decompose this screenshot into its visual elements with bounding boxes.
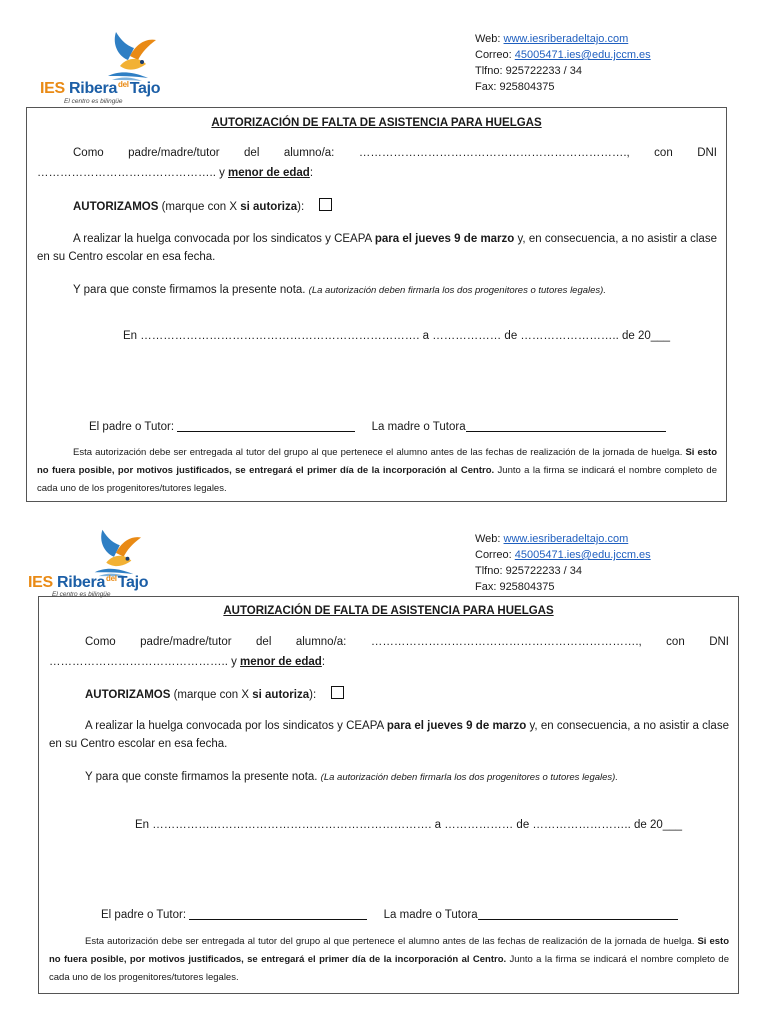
minor-label: menor de edad [240, 656, 322, 668]
fax-number: Fax: 925804375 [475, 81, 555, 93]
contact-info: Web: www.iesriberadeltajo.com Correo: 45005471.ies@edu.jccm.es Tlfno: 925722233 / 34 Fax: 925804375 [475, 533, 651, 593]
footer-note: Esta autorización debe ser entregada al tutor del grupo al que pertenece el alumno antes de las fechas de realización de la jornada de huelga. Si esto no fuera posible, por motivos justificados, se entregará el primer día de la incorporación al Centro. Junto a la firma se indicará el nombre completo de cada uno de los progenitores/tutores legales. [49, 936, 730, 983]
father-signature-field[interactable] [189, 919, 367, 920]
dni-line: ……………………………………….. y menor de edad: [37, 167, 314, 179]
signature-paragraph: Y para que conste firmamos la presente nota. (La autorización deben firmarla los dos progenitores o tutores legales). [73, 284, 606, 296]
logo-wordmark: IES Ribera$^{del}$Tajo [28, 574, 149, 591]
form-title: AUTORIZACIÓN DE FALTA DE ASISTENCIA PARA HUELGAS [223, 605, 554, 617]
place-date-line: En ………………………………………………………………. a ……………… de …………………….. de 20___ [135, 819, 682, 831]
guardian-line: Como padre/madre/tutor del alumno/a: ……………………………………………………………., con DNI [73, 147, 717, 159]
phone-number: Tlfno: 925722233 / 34 [475, 65, 583, 77]
email-link[interactable]: 45005471.ies@edu.jccm.es [514, 49, 651, 61]
logo-tagline: El centro es bilingüe [64, 98, 123, 105]
strike-paragraph: A realizar la huelga convocada por los sindicatos y CEAPA para el jueves 9 de marzo y, en consecuencia, a no asistir a clase en su Centro escolar en esa fecha. [37, 233, 717, 263]
logo-tagline: El centro es bilingüe [52, 591, 111, 598]
authorize-line: AUTORIZAMOS (marque con X si autoriza): [85, 686, 344, 704]
guardian-line: Como padre/madre/tutor del alumno/a: ……………………………………………………………., con DNI [85, 636, 729, 648]
email-link[interactable]: 45005471.ies@edu.jccm.es [514, 549, 651, 561]
authorize-line: AUTORIZAMOS (marque con X si autoriza): [73, 198, 332, 216]
footer-note: Esta autorización debe ser entregada al tutor del grupo al que pertenece el alumno antes de las fechas de realización de la jornada de huelga. Si esto no fuera posible, por motivos justificados, se entregará el primer día de la incorporación al Centro. Junto a la firma se indicará el nombre completo de cada uno de los progenitores/tutores legales. [37, 447, 718, 494]
bird-logo-icon [84, 524, 144, 578]
website-link[interactable]: www.iesriberadeltajo.com [503, 533, 629, 545]
school-logo [28, 524, 158, 598]
authorize-checkbox[interactable] [331, 686, 344, 699]
strike-paragraph: A realizar la huelga convocada por los sindicatos y CEAPA para el jueves 9 de marzo y, en consecuencia, a no asistir a clase en su Centro escolar en esa fecha. [49, 720, 729, 750]
form-box [38, 596, 739, 994]
mother-signature-field[interactable] [478, 919, 678, 920]
signature-paragraph: Y para que conste firmamos la presente nota. (La autorización deben firmarla los dos progenitores o tutores legales). [85, 771, 618, 783]
dni-line: ……………………………………….. y menor de edad: [49, 656, 326, 668]
phone-number: Tlfno: 925722233 / 34 [475, 565, 583, 577]
minor-label: menor de edad [228, 167, 310, 179]
place-date-line: En ………………………………………………………………. a ……………… de …………………….. de 20___ [123, 330, 670, 342]
website-link[interactable]: www.iesriberadeltajo.com [503, 33, 629, 45]
form-title: AUTORIZACIÓN DE FALTA DE ASISTENCIA PARA HUELGAS [211, 117, 542, 129]
logo-wordmark: IES Ribera$^{del}$Tajo [40, 80, 161, 97]
signatures-line: El padre o Tutor: La madre o Tutora [89, 418, 666, 436]
contact-info: Web: www.iesriberadeltajo.com Correo: 45005471.ies@edu.jccm.es Tlfno: 925722233 / 34 Fax: 925804375 [475, 33, 651, 93]
signatures-line: El padre o Tutor: La madre o Tutora [101, 906, 678, 924]
fax-number: Fax: 925804375 [475, 581, 555, 593]
